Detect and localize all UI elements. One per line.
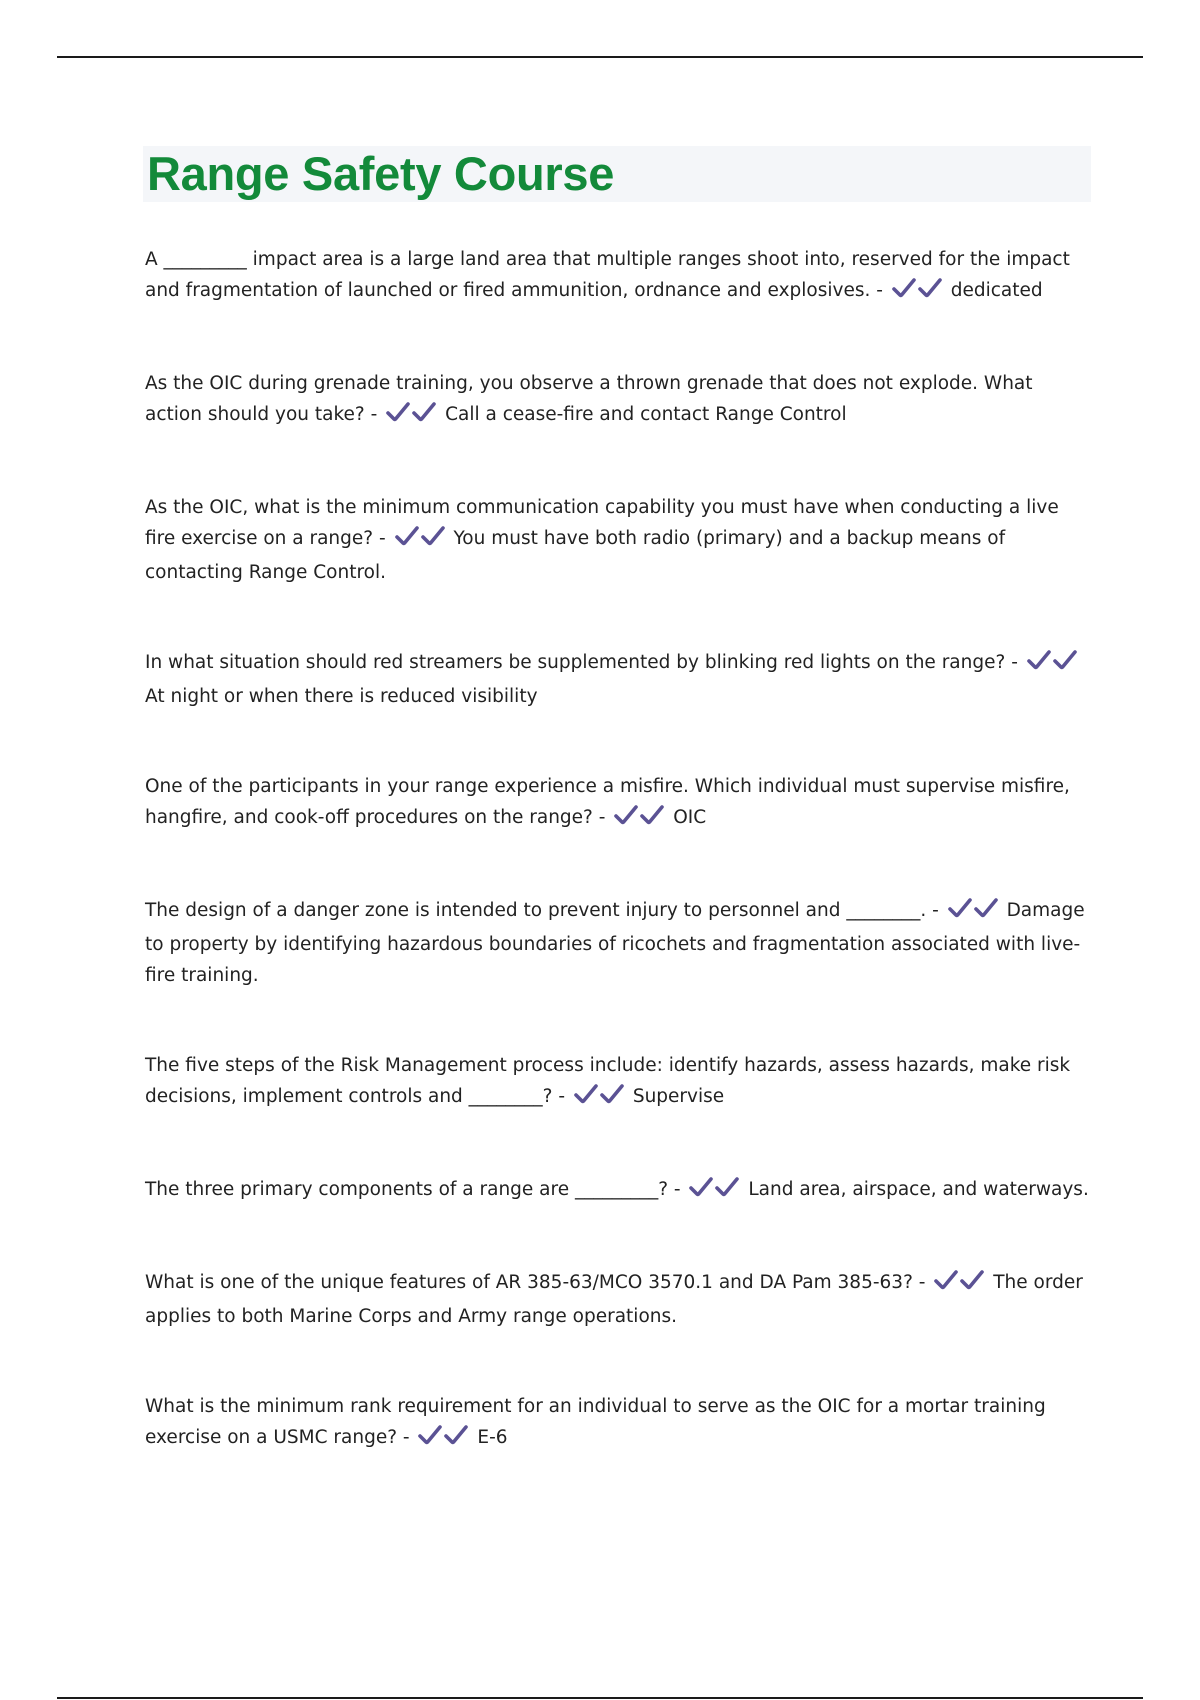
answer-text: Damage to property by identifying hazardous boundaries of ricochets and fragmentation associated with live-fire training. xyxy=(145,900,1085,986)
checkmark-icon xyxy=(394,525,420,547)
checkmark-icon xyxy=(947,897,973,919)
check-marks xyxy=(613,804,665,836)
question-text: As the OIC during grenade training, you observe a thrown grenade that does not explode. What action should you take? xyxy=(145,373,1033,425)
checkmark-icon xyxy=(599,1083,625,1105)
checkmark-icon xyxy=(639,804,665,826)
qa-list xyxy=(145,244,1090,1515)
qa-item xyxy=(145,771,1090,836)
answer-text: dedicated xyxy=(950,280,1043,301)
qa-item xyxy=(145,1174,1090,1208)
separator: - xyxy=(876,280,889,301)
check-marks xyxy=(947,897,999,929)
separator: - xyxy=(558,1086,571,1107)
checkmark-icon xyxy=(613,804,639,826)
checkmark-icon xyxy=(573,1083,599,1105)
top-rule xyxy=(57,56,1143,58)
checkmark-icon xyxy=(443,1424,469,1446)
qa-item xyxy=(145,492,1090,588)
separator: - xyxy=(673,1179,687,1200)
check-marks xyxy=(891,277,943,309)
qa-item xyxy=(145,1391,1090,1456)
checkmark-icon xyxy=(917,277,943,299)
separator: - xyxy=(932,900,945,921)
checkmark-icon xyxy=(933,1269,959,1291)
checkmark-icon xyxy=(1026,649,1052,671)
answer-text: The order applies to both Marine Corps and Army range operations. xyxy=(145,1272,1083,1327)
separator: - xyxy=(1011,652,1024,673)
separator: - xyxy=(402,1427,416,1448)
answer-text: Land area, airspace, and waterways. xyxy=(748,1179,1089,1200)
question-text: The three primary components of a range are _________? xyxy=(145,1179,674,1200)
check-marks xyxy=(1026,649,1078,681)
checkmark-icon xyxy=(385,401,411,423)
title-banner xyxy=(143,146,1091,202)
checkmark-icon xyxy=(1052,649,1078,671)
checkmark-icon xyxy=(417,1424,443,1446)
check-marks xyxy=(385,401,437,433)
answer-text: E-6 xyxy=(477,1427,508,1448)
answer-text: Supervise xyxy=(632,1086,725,1107)
question-text: The five steps of the Risk Management process include: identify hazards, assess hazards, make risk decisions, implement controls and ________? xyxy=(145,1055,1071,1107)
question-text: One of the participants in your range experience a misfire. Which individual must supervise misfire, hangfire, and cook-off procedures on the range? xyxy=(145,776,1070,828)
page-title: Range Safety Course xyxy=(147,147,615,200)
answer-text: OIC xyxy=(673,807,707,828)
check-marks xyxy=(394,525,446,557)
qa-item xyxy=(145,368,1090,433)
check-marks xyxy=(933,1269,985,1301)
question-text: The design of a danger zone is intended to prevent injury to personnel and ________. xyxy=(145,900,933,921)
qa-item xyxy=(145,244,1090,309)
answer-text: You must have both radio (primary) and a backup means of contacting Range Control. xyxy=(145,528,1006,583)
checkmark-icon xyxy=(959,1269,985,1291)
question-text: What is the minimum rank requirement for an individual to serve as the OIC for a mortar training exercise on a USMC range? xyxy=(145,1396,1046,1448)
checkmark-icon xyxy=(891,277,917,299)
separator: - xyxy=(370,404,384,425)
qa-item xyxy=(145,1050,1090,1115)
checkmark-icon xyxy=(688,1176,714,1198)
qa-item xyxy=(145,647,1090,712)
question-text: As the OIC, what is the minimum communication capability you must have when conducting a live fire exercise on a range? xyxy=(145,497,1059,549)
question-text: In what situation should red streamers be supplemented by blinking red lights on the range? xyxy=(145,652,1012,673)
check-marks xyxy=(573,1083,625,1115)
check-marks xyxy=(688,1176,740,1208)
separator: - xyxy=(598,807,612,828)
bottom-rule xyxy=(57,1697,1143,1699)
check-marks xyxy=(417,1424,469,1456)
separator: - xyxy=(918,1272,932,1293)
checkmark-icon xyxy=(973,897,999,919)
qa-item xyxy=(145,1267,1090,1332)
checkmark-icon xyxy=(714,1176,740,1198)
checkmark-icon xyxy=(411,401,437,423)
answer-text: Call a cease-fire and contact Range Control xyxy=(445,404,847,425)
answer-text: At night or when there is reduced visibility xyxy=(145,686,538,707)
separator: - xyxy=(378,528,392,549)
qa-item xyxy=(145,895,1090,991)
question-text: A _________ impact area is a large land area that multiple ranges shoot into, reserved for the impact and fragmentation of launched or fired ammunition, ordnance and explosives. xyxy=(145,249,1070,301)
question-text: What is one of the unique features of AR 385-63/MCO 3570.1 and DA Pam 385-63? xyxy=(145,1272,919,1293)
checkmark-icon xyxy=(420,525,446,547)
